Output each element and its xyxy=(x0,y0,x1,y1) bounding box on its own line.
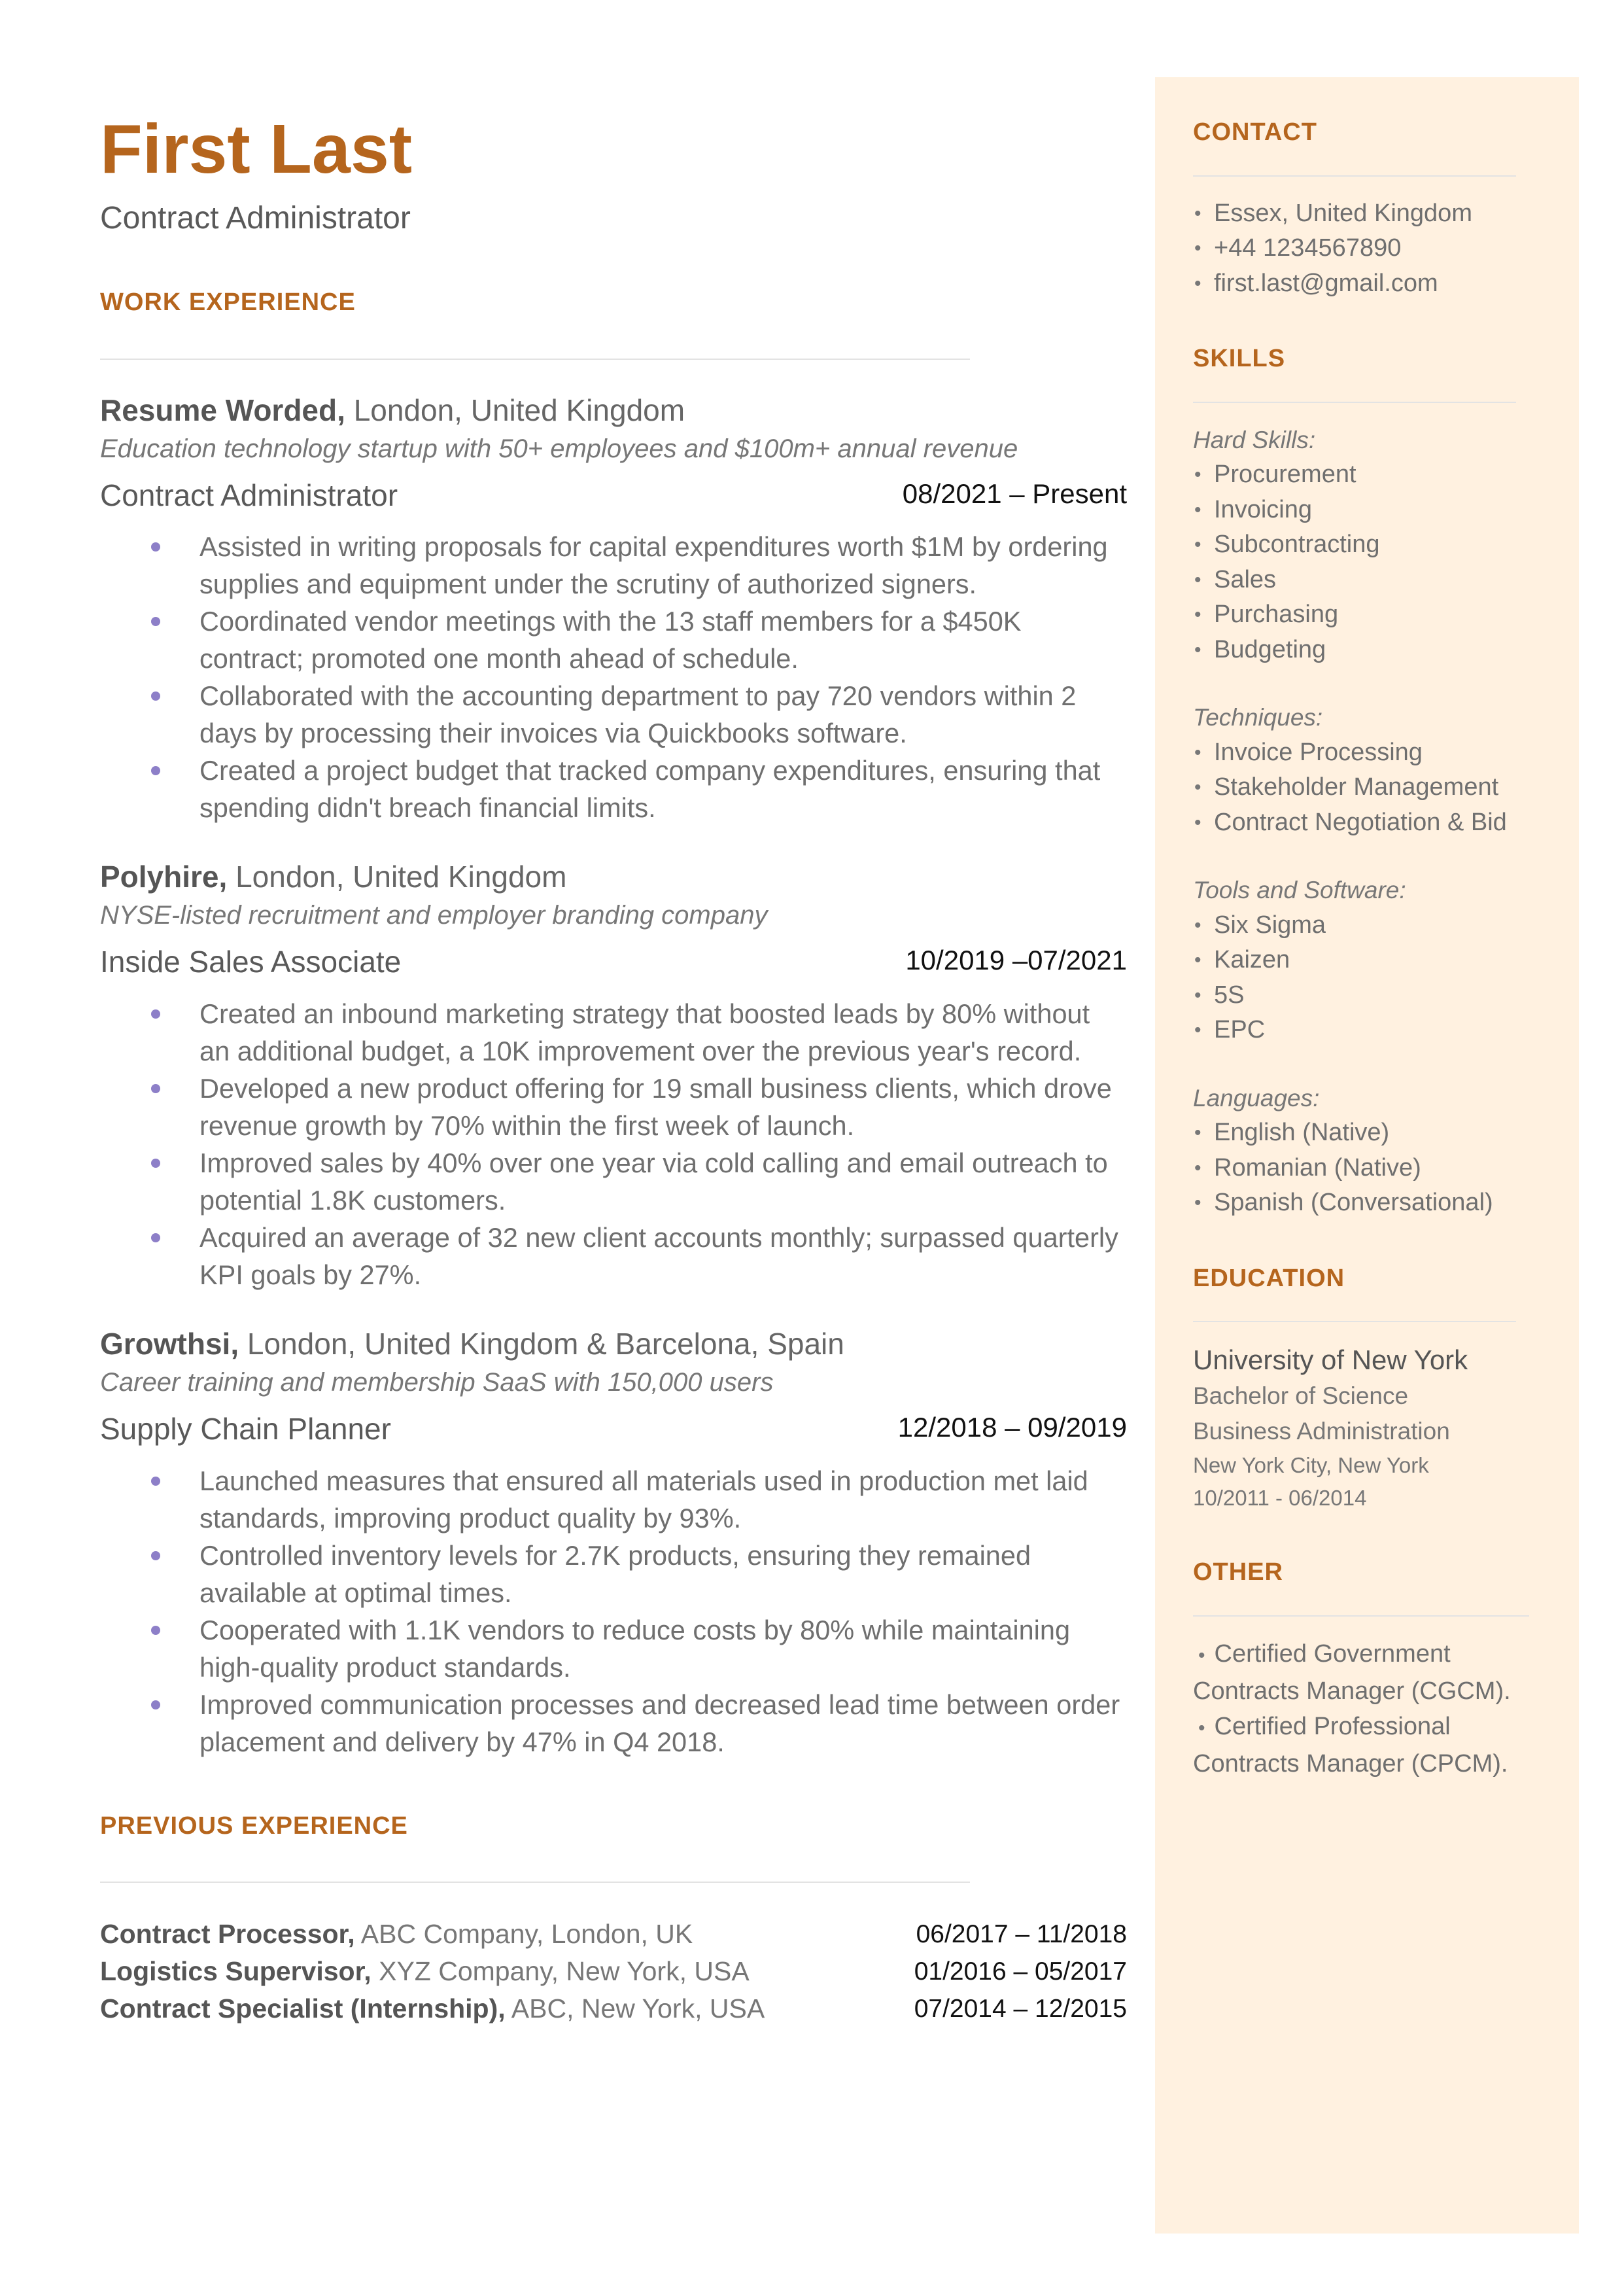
skill-text: Sales xyxy=(1214,565,1277,593)
job-role-row xyxy=(100,943,1127,982)
skill-text: Invoicing xyxy=(1214,495,1312,523)
bullet-item xyxy=(100,752,1127,826)
skills-groups xyxy=(1193,423,1520,1221)
company-description: Career training and membership SaaS with 150,000 users xyxy=(100,1367,774,1397)
bullet-icon: • xyxy=(1198,1644,1205,1666)
company-location: London, United Kingdom xyxy=(235,860,567,894)
skill-text: Invoice Processing xyxy=(1214,738,1423,766)
bullet-text: Created an inbound marketing strategy that boosted leads by 80% without an additional budget, a 10K improvement over the previous year's record. xyxy=(199,998,1090,1066)
contact-text: Essex, United Kingdom xyxy=(1214,199,1472,227)
bullet-icon: • xyxy=(1194,741,1201,763)
previous-role xyxy=(100,1916,693,1953)
job-bullets xyxy=(100,995,1127,1293)
contact-list xyxy=(1193,196,1520,302)
bullet-icon: • xyxy=(1194,534,1201,556)
bullet-dot-icon xyxy=(151,766,160,775)
job-title: Supply Chain Planner xyxy=(100,1411,391,1446)
job-bullets xyxy=(100,1462,1127,1761)
bullet-icon: • xyxy=(1194,914,1201,936)
bullet-dot-icon xyxy=(151,1084,160,1093)
job-dates: 10/2019 –07/2021 xyxy=(905,945,1127,976)
skill-item xyxy=(1193,563,1520,598)
company-name: Resume Worded, xyxy=(100,393,345,427)
job-dates: 08/2021 – Present xyxy=(902,478,1127,509)
bullet-dot-icon xyxy=(151,1700,160,1709)
candidate-name: First Last xyxy=(100,111,413,188)
bullet-item xyxy=(100,603,1127,677)
skill-list xyxy=(1193,735,1520,841)
job-dates: 12/2018 – 09/2019 xyxy=(897,1411,1127,1443)
job-role-row xyxy=(100,476,1127,516)
job-entry xyxy=(100,858,1127,1293)
skill-list xyxy=(1193,1115,1520,1221)
bullet-icon: • xyxy=(1194,569,1201,591)
degree: Bachelor of Science xyxy=(1193,1382,1409,1410)
bullet-item xyxy=(100,995,1127,1070)
skill-item xyxy=(1193,633,1520,668)
contact-item xyxy=(1193,266,1520,302)
previous-organization: ABC Company, London, UK xyxy=(360,1919,693,1950)
bullet-dot-icon xyxy=(151,1009,160,1019)
previous-dates: 06/2017 – 11/2018 xyxy=(916,1920,1127,1949)
bullet-icon: • xyxy=(1194,984,1201,1006)
bullet-item xyxy=(100,1462,1127,1537)
bullet-text: Launched measures that ensured all materials used in production met laid standards, improving product quality by 93%. xyxy=(199,1465,1088,1533)
skill-group-label: Tools and Software: xyxy=(1193,877,1406,904)
divider xyxy=(100,1882,970,1883)
previous-role-title: Contract Processor, xyxy=(100,1919,355,1950)
contact-item xyxy=(1193,196,1520,232)
previous-experience-heading: PREVIOUS EXPERIENCE xyxy=(100,1812,408,1840)
bullet-icon: • xyxy=(1194,1192,1201,1214)
skill-text: Kaizen xyxy=(1214,946,1290,974)
bullet-text: Coordinated vendor meetings with the 13 staff members for a $450K contract; promoted one month ahead of schedule. xyxy=(199,606,1022,674)
skill-item xyxy=(1193,908,1520,943)
skill-item xyxy=(1193,1013,1520,1048)
other-text: Certified Professional Contracts Manager (CPCM). xyxy=(1193,1712,1508,1778)
bullet-dot-icon xyxy=(151,1233,160,1242)
bullet-item xyxy=(100,1537,1127,1611)
bullet-text: Acquired an average of 32 new client accounts monthly; surpassed quarterly KPI goals by 27%. xyxy=(199,1221,1118,1290)
main-column xyxy=(100,111,1127,2027)
skill-group-label: Techniques: xyxy=(1193,704,1323,731)
skill-text: Budgeting xyxy=(1214,635,1326,663)
company-description: Education technology startup with 50+ employees and $100m+ annual revenue xyxy=(100,434,1018,463)
job-bullets xyxy=(100,528,1127,826)
previous-dates: 01/2016 – 05/2017 xyxy=(914,1957,1127,1986)
skill-group-label: Hard Skills: xyxy=(1193,426,1316,453)
job-entry xyxy=(100,1325,1127,1761)
previous-experience-row xyxy=(100,1953,1127,1990)
bullet-text: Developed a new product offering for 19 small business clients, which drove revenue growth by 70% within the first week of launch. xyxy=(199,1072,1112,1141)
bullet-icon: • xyxy=(1194,499,1201,521)
previous-dates: 07/2014 – 12/2015 xyxy=(914,1995,1127,2023)
bullet-icon: • xyxy=(1194,202,1201,224)
bullet-icon: • xyxy=(1194,1122,1201,1144)
previous-role xyxy=(100,1953,750,1990)
bullet-icon: • xyxy=(1194,639,1201,661)
job-title: Contract Administrator xyxy=(100,478,398,512)
bullet-text: Collaborated with the accounting department to pay 720 vendors within 2 days by processing their invoices via Quickbooks software. xyxy=(199,680,1077,749)
previous-experience-row xyxy=(100,1916,1127,1953)
skill-text: Spanish (Conversational) xyxy=(1214,1189,1493,1217)
bullet-text: Controlled inventory levels for 2.7K products, ensuring they remained available at optimal times. xyxy=(199,1539,1031,1608)
bullet-icon: • xyxy=(1194,237,1201,260)
contact-text: +44 1234567890 xyxy=(1214,234,1402,262)
bullet-dot-icon xyxy=(151,617,160,626)
other-text: Certified Government Contracts Manager (CGCM). xyxy=(1193,1639,1511,1705)
bullet-icon: • xyxy=(1194,777,1201,799)
skill-item xyxy=(1193,527,1520,563)
job-role-row xyxy=(100,1410,1127,1449)
company-description: NYSE-listed recruitment and employer branding company xyxy=(100,901,768,930)
skill-text: Procurement xyxy=(1214,461,1356,489)
skills-heading: SKILLS xyxy=(1193,345,1286,373)
skill-item xyxy=(1193,735,1520,771)
bullet-item xyxy=(100,677,1127,752)
previous-experience-list xyxy=(100,1916,1127,2027)
bullet-icon: • xyxy=(1194,1157,1201,1179)
previous-role-title: Contract Specialist (Internship), xyxy=(100,1993,506,2024)
skill-text: 5S xyxy=(1214,981,1245,1009)
work-experience-heading: WORK EXPERIENCE xyxy=(100,289,356,317)
sidebar xyxy=(1155,77,1579,2234)
field-of-study: Business Administration xyxy=(1193,1418,1450,1445)
job-company-line xyxy=(100,858,1127,897)
previous-role xyxy=(100,1990,765,2027)
bullet-dot-icon xyxy=(151,1551,160,1560)
job-entry xyxy=(100,391,1127,827)
divider xyxy=(1193,175,1516,177)
skill-item xyxy=(1193,1151,1520,1186)
contact-item xyxy=(1193,231,1520,266)
previous-organization: XYZ Company, New York, USA xyxy=(379,1956,750,1987)
skill-item xyxy=(1193,597,1520,633)
divider xyxy=(1193,1321,1516,1322)
jobs-list xyxy=(100,391,1127,1761)
company-location: London, United Kingdom & Barcelona, Spain xyxy=(247,1326,844,1361)
skill-item xyxy=(1193,805,1520,841)
bullet-icon: • xyxy=(1198,1717,1205,1739)
skill-item xyxy=(1193,943,1520,978)
skill-item xyxy=(1193,978,1520,1013)
skill-list xyxy=(1193,457,1520,667)
school-location: New York City, New York xyxy=(1193,1453,1429,1478)
skill-text: Contract Negotiation & Bid xyxy=(1214,808,1507,836)
skill-text: Romanian (Native) xyxy=(1214,1153,1421,1182)
bullet-text: Created a project budget that tracked company expenditures, ensuring that spending didn't breach financial limits. xyxy=(199,755,1101,824)
skill-text: Subcontracting xyxy=(1214,531,1380,559)
bullet-dot-icon xyxy=(151,1626,160,1635)
divider xyxy=(1193,402,1516,403)
bullet-dot-icon xyxy=(151,1159,160,1168)
company-name: Growthsi, xyxy=(100,1326,239,1361)
bullet-icon: • xyxy=(1194,949,1201,972)
job-title: Inside Sales Associate xyxy=(100,945,402,979)
job-company-line xyxy=(100,1325,1127,1364)
bullet-item xyxy=(100,1219,1127,1293)
bullet-item xyxy=(100,1686,1127,1761)
skill-item xyxy=(1193,1115,1520,1151)
bullet-dot-icon xyxy=(151,542,160,552)
contact-text: first.last@gmail.com xyxy=(1214,269,1438,297)
skill-list xyxy=(1193,908,1520,1048)
education-entry xyxy=(1193,1342,1520,1515)
bullet-icon: • xyxy=(1194,1019,1201,1042)
previous-organization: ABC, New York, USA xyxy=(511,1993,765,2024)
education-heading: EDUCATION xyxy=(1193,1264,1345,1292)
skill-text: Purchasing xyxy=(1214,601,1339,629)
skill-text: Six Sigma xyxy=(1214,911,1326,939)
skill-text: EPC xyxy=(1214,1016,1266,1044)
skill-group-label: Languages: xyxy=(1193,1084,1320,1112)
bullet-icon: • xyxy=(1194,604,1201,626)
skill-item xyxy=(1193,770,1520,805)
previous-experience-row xyxy=(100,1990,1127,2027)
education-dates: 10/2011 - 06/2014 xyxy=(1193,1486,1367,1511)
bullet-item xyxy=(100,528,1127,603)
other-item xyxy=(1193,1709,1520,1781)
bullet-text: Cooperated with 1.1K vendors to reduce costs by 80% while maintaining high-quality product standards. xyxy=(199,1614,1071,1683)
company-location: London, United Kingdom xyxy=(353,393,685,427)
bullet-dot-icon xyxy=(151,692,160,701)
divider xyxy=(100,359,970,360)
bullet-text: Improved communication processes and decreased lead time between order placement and delivery by 47% in Q4 2018. xyxy=(199,1689,1120,1757)
bullet-icon: • xyxy=(1194,272,1201,294)
bullet-icon: • xyxy=(1194,464,1201,486)
contact-heading: CONTACT xyxy=(1193,118,1317,146)
bullet-text: Improved sales by 40% over one year via cold calling and email outreach to potential 1.8K customers. xyxy=(199,1147,1108,1216)
skill-item xyxy=(1193,1185,1520,1221)
bullet-item xyxy=(100,1144,1127,1219)
candidate-role: Contract Administrator xyxy=(100,200,411,236)
other-heading: OTHER xyxy=(1193,1558,1283,1586)
bullet-icon: • xyxy=(1194,811,1201,833)
other-list xyxy=(1193,1636,1520,1781)
previous-role-title: Logistics Supervisor, xyxy=(100,1956,371,1987)
bullet-dot-icon xyxy=(151,1477,160,1486)
skill-item xyxy=(1193,457,1520,493)
skill-item xyxy=(1193,493,1520,528)
skill-text: English (Native) xyxy=(1214,1119,1390,1147)
skill-text: Stakeholder Management xyxy=(1214,773,1499,801)
job-company-line xyxy=(100,391,1127,430)
school-name: University of New York xyxy=(1193,1344,1468,1376)
company-name: Polyhire, xyxy=(100,860,228,894)
bullet-text: Assisted in writing proposals for capital expenditures worth $1M by ordering supplies and equipment under the scrutiny of authorized signers. xyxy=(199,531,1108,600)
divider xyxy=(1193,1615,1529,1617)
other-item xyxy=(1193,1636,1520,1709)
bullet-item xyxy=(100,1070,1127,1144)
bullet-item xyxy=(100,1611,1127,1686)
